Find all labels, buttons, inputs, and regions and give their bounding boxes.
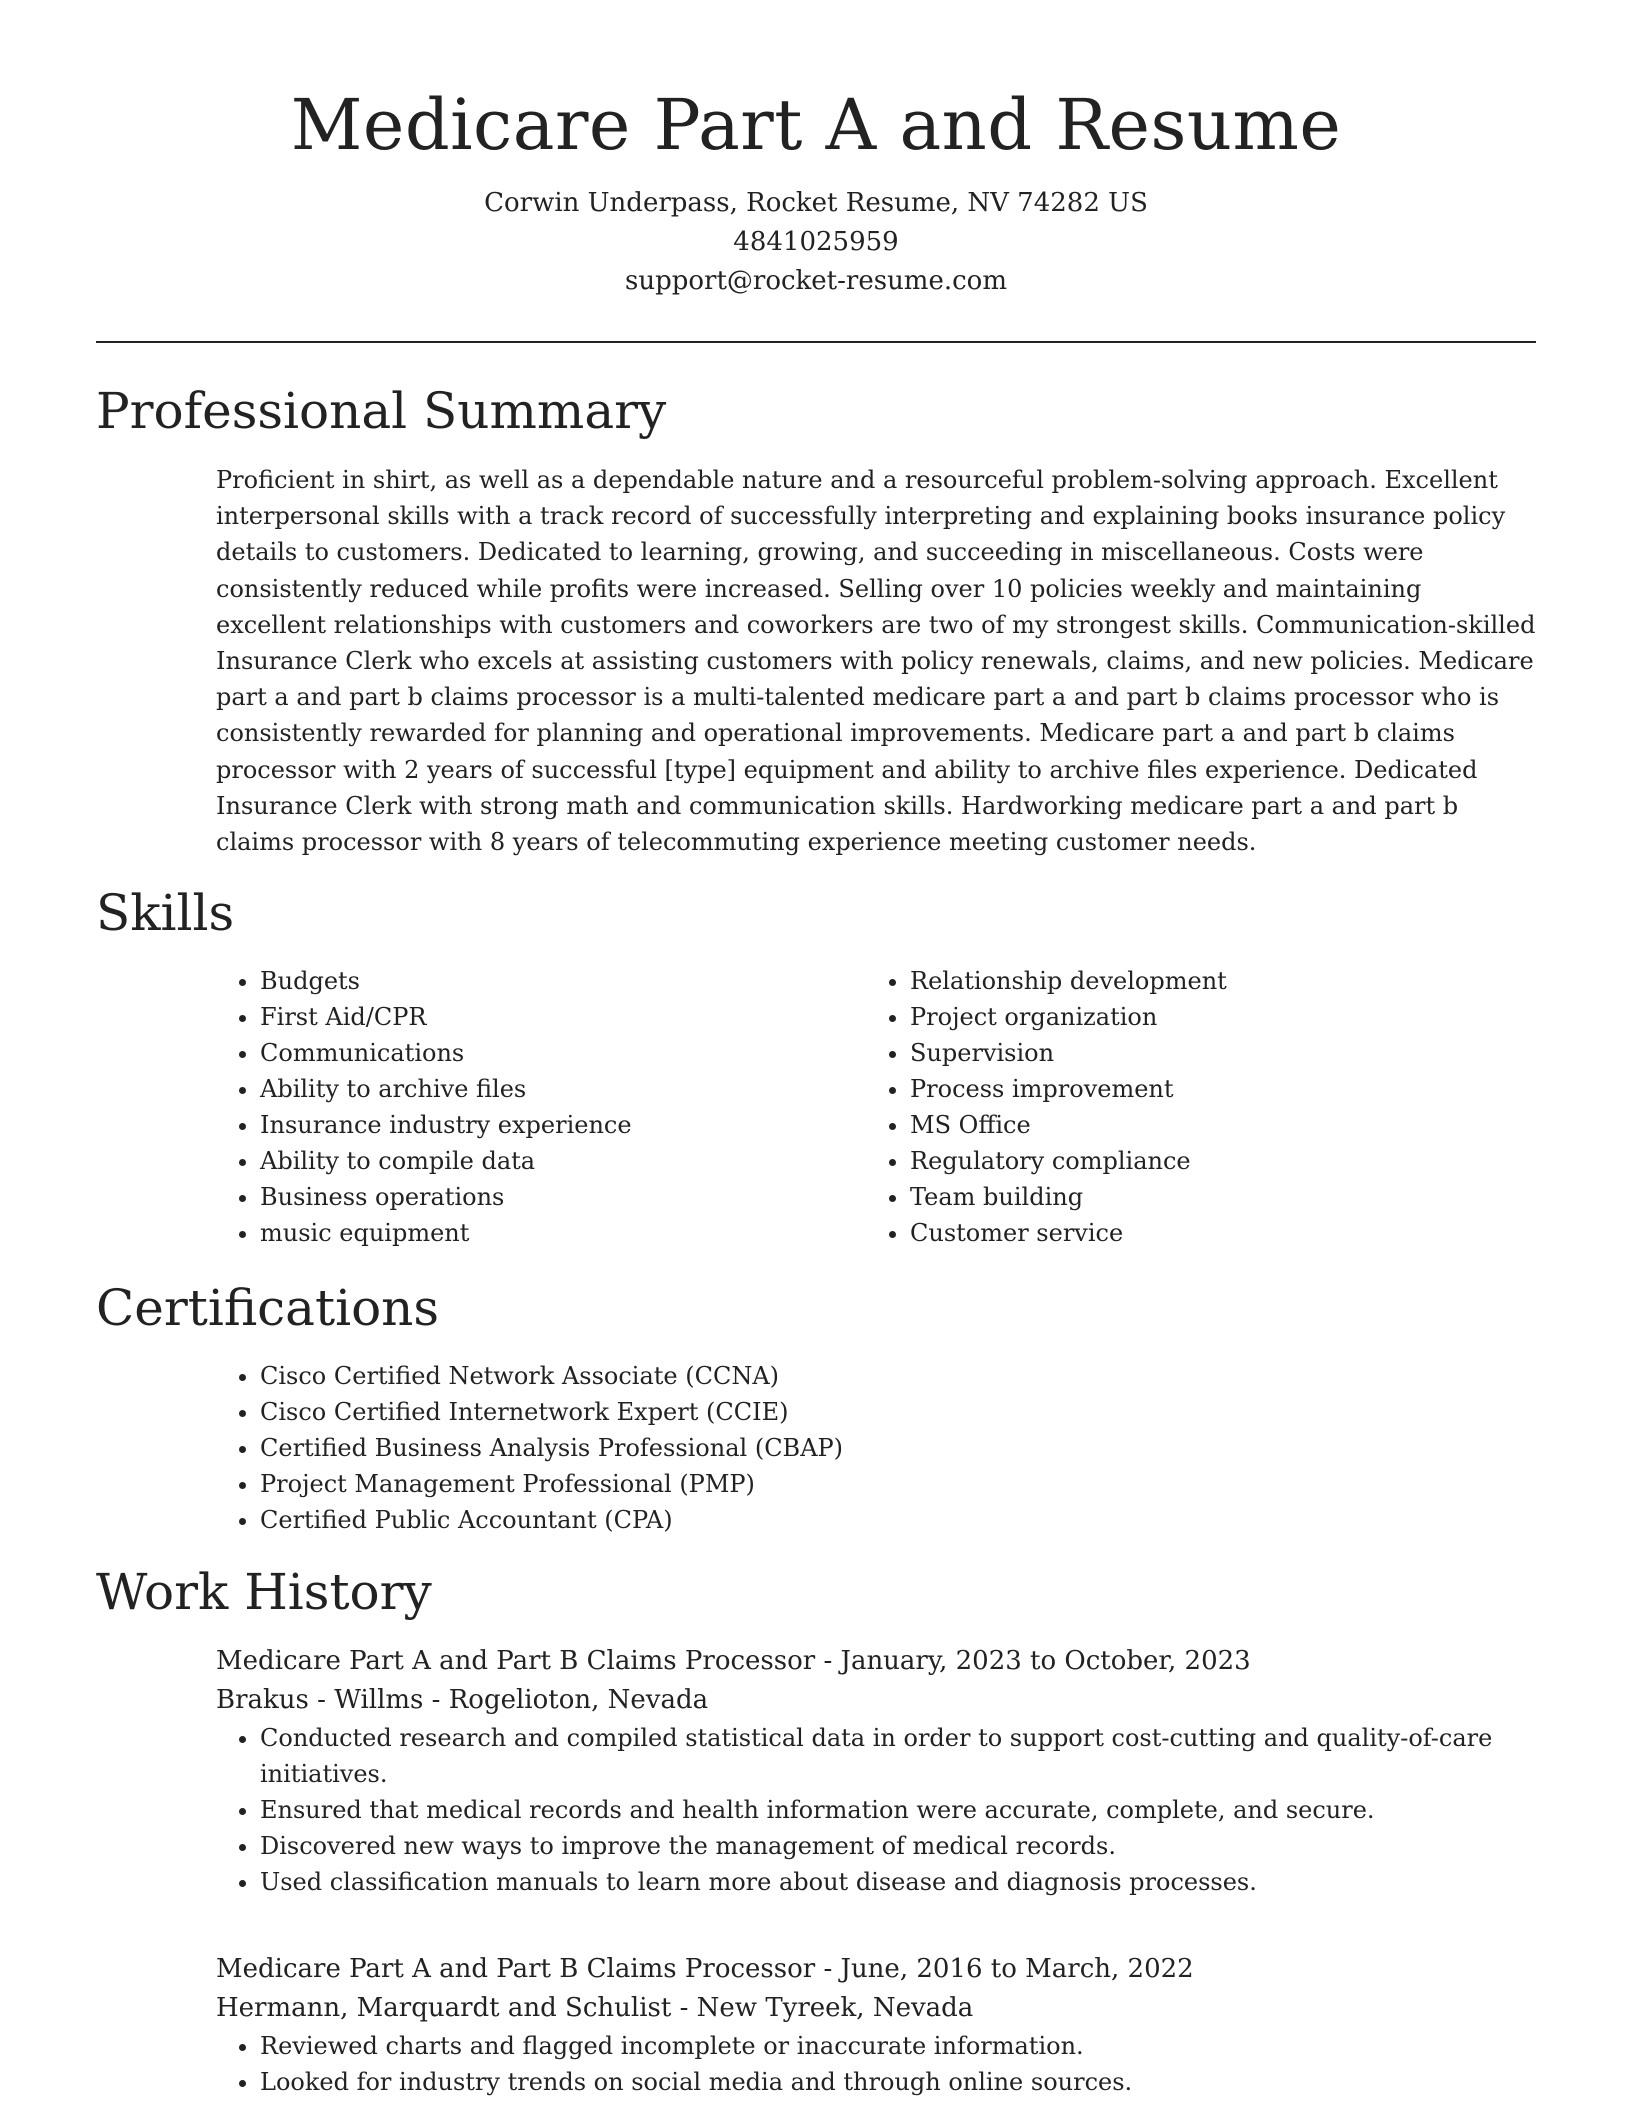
summary-heading: Professional Summary: [96, 382, 667, 440]
job-title: Medicare Part A and Part B Claims Processor: [216, 1646, 816, 1676]
job-company: Brakus - Willms: [216, 1685, 424, 1715]
skill-item: • First Aid/CPR: [260, 999, 836, 1035]
skill-item: • Ability to archive files: [260, 1071, 836, 1107]
contact-phone: 4841025959: [733, 227, 899, 257]
job-location: - New Tyreek, Nevada: [671, 1993, 974, 2023]
work-history-heading: Work History: [96, 1563, 432, 1621]
certifications-block: [216, 1358, 1516, 1538]
certification-item: • Project Management Professional (PMP): [260, 1466, 1516, 1502]
skill-item: • Process improvement: [910, 1071, 1486, 1107]
certifications-list: [216, 1358, 1516, 1538]
skill-item: • Insurance industry experience: [260, 1107, 836, 1143]
responsibility-item: • Ensured that medical records and health information were accurate, complete, and secure.: [260, 1792, 1536, 1828]
job-location: - Rogelioton, Nevada: [423, 1685, 709, 1715]
job-responsibilities: [216, 2028, 1536, 2100]
skills-left-column: [216, 963, 836, 1251]
responsibility-item: • Looked for industry trends on social media and through online sources.: [260, 2064, 1536, 2100]
certification-item: • Certified Public Accountant (CPA): [260, 1502, 1516, 1538]
job-title-line: [216, 1950, 1536, 1989]
skill-item: • Supervision: [910, 1035, 1486, 1071]
skill-item: • music equipment: [260, 1215, 836, 1251]
responsibility-item: • Used classification manuals to learn more about disease and diagnosis processes.: [260, 1864, 1536, 1900]
certification-item: • Cisco Certified Network Associate (CCNA): [260, 1358, 1516, 1394]
skill-item: • Team building: [910, 1179, 1486, 1215]
skill-item: • Relationship development: [910, 963, 1486, 999]
skills-left-list: [216, 963, 836, 1251]
certification-item: • Cisco Certified Internetwork Expert (CCIE): [260, 1394, 1516, 1430]
contact-email: support@rocket-resume.com: [624, 266, 1007, 296]
skill-item: • Budgets: [260, 963, 836, 999]
job-title-line: [216, 1642, 1536, 1681]
summary-text: Proficient in shirt, as well as a dependable nature and a resourceful problem-solving approach. Excellent interpersonal skills with a track record of successfully interpreting and explaining books insurance policy details to customers. Dedicated to learning, growing, and succeeding in miscellaneous. Costs were consistently reduced while profits were increased. Selling over 10 policies weekly and maintaining excellent relationships with customers and coworkers are two of my strongest skills. Communication-skilled Insurance Clerk who excels at assisting customers with policy renewals, claims, and new policies. Medicare part a and part b claims processor is a multi-talented medicare part a and part b claims processor who is consistently rewarded for planning and operational improvements. Medicare part a and part b claims processor with 2 years of successful [type] equipment and ability to archive files experience. Dedicated Insurance Clerk with strong math and communication skills. Hardworking medicare part a and part b claims processor with 8 years of telecommuting experience meeting customer needs.: [216, 466, 1536, 857]
contact-address: Corwin Underpass, Rocket Resume, NV 74282 US: [484, 188, 1148, 218]
resume-header: [96, 80, 1536, 301]
job-dates: - June, 2016 to March, 2022: [815, 1954, 1194, 1984]
skill-item: • MS Office: [910, 1107, 1486, 1143]
job-dates: - January, 2023 to October, 2023: [815, 1646, 1251, 1676]
skill-item: • Ability to compile data: [260, 1143, 836, 1179]
job-responsibilities: [216, 1720, 1536, 1900]
job-company-line: [216, 1681, 1536, 1720]
skill-item: • Project organization: [910, 999, 1486, 1035]
skills-heading: Skills: [96, 884, 235, 942]
skill-item: • Customer service: [910, 1215, 1486, 1251]
skills-right-column: [866, 963, 1486, 1251]
certification-item: • Certified Business Analysis Professional (CBAP): [260, 1430, 1516, 1466]
job-company-line: [216, 1989, 1536, 2028]
skill-item: • Communications: [260, 1035, 836, 1071]
responsibility-item: • Reviewed charts and flagged incomplete or inaccurate information.: [260, 2028, 1536, 2064]
responsibility-item: • Discovered new ways to improve the management of medical records.: [260, 1828, 1536, 1864]
skill-item: • Business operations: [260, 1179, 836, 1215]
skills-right-list: [866, 963, 1486, 1251]
candidate-name: Medicare Part A and Resume: [290, 84, 1342, 166]
certifications-heading: Certifications: [96, 1279, 440, 1337]
job-entry: [216, 1950, 1536, 2100]
job-title: Medicare Part A and Part B Claims Processor: [216, 1954, 816, 1984]
job-company: Hermann, Marquardt and Schulist: [216, 1993, 672, 2023]
header-divider: [96, 341, 1536, 343]
responsibility-item: • Conducted research and compiled statistical data in order to support cost-cutting and quality-of-care initiatives.: [260, 1720, 1536, 1792]
job-entry: [216, 1642, 1536, 1900]
skill-item: • Regulatory compliance: [910, 1143, 1486, 1179]
